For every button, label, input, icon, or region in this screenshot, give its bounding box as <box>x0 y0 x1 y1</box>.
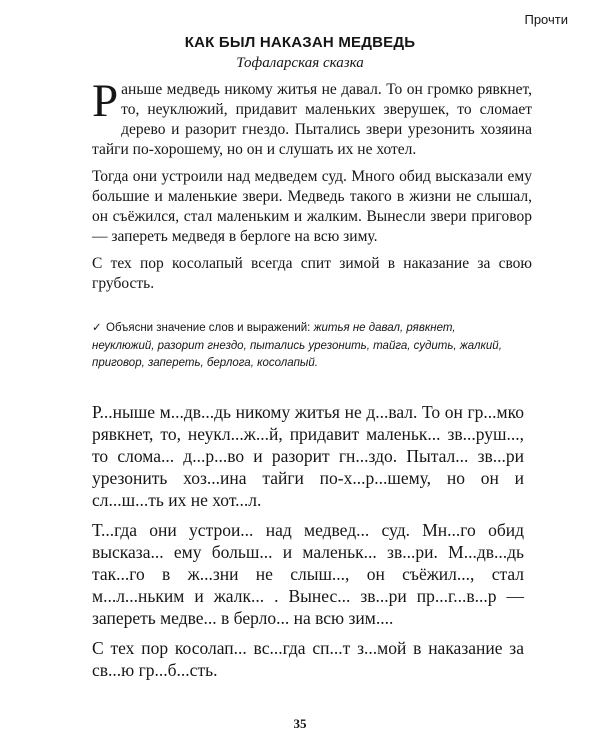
task-words: житья не давал, рявкнет, неуклюжий, разорит гнездо, пытались урезонить, тайга, судить, жалкий, приговор, запереть, берлога, косолапый. <box>92 322 502 369</box>
story-paragraph-1: Раньше медведь никому житья не давал. То он громко рявкнет, то, неуклюжий, придавит маленьких зверушек, то сломает дерево и разорит гнездо. Пытались звери урезонить хозяина тайги по-хорошему, но он и слушать их не хотел. <box>92 75 532 158</box>
exercise-text <box>92 401 524 689</box>
exercise-paragraph-1: Р...ныше м...дв...дь никому житья не д...вал. То он гр...мко рявкнет, то, неукл...ж...й, придавит маленьк... зв...руш..., то слома... д...р...во и разорит гн...здо. Пытал... зв...ри урезонить хоз...ина тайги по-х...р...шему, но он и сл...ш...ть их не хот...л. <box>92 402 524 510</box>
page-number: 35 <box>293 716 307 731</box>
story-title: КАК БЫЛ НАКАЗАН МЕДВЕДЬ <box>184 34 416 51</box>
exercise-paragraph-2: Т...гда они устрои... над медвед... суд. Мн...го обид высказа... ему больш... и маленьк... зв...ри. М...дв...дь так...го в ж...зни не слыш..., он съёжил..., стал м...л...ньким и жалк... . Вынес... зв...ри пр...г...в...р — запереть медве... в берло... на всю зим.... <box>92 520 524 628</box>
exercise-paragraph-3: С тех пор косолап... вс...гда сп...т з...мой в наказание за св...ю гр...б...сть. <box>92 638 524 680</box>
task-instruction: Объясни значение слов и выражений: <box>106 322 311 334</box>
story-paragraph-2: Тогда они устроили над медведем суд. Много обид высказали ему большие и маленькие звери. Медведь такого в жизни не слышал, он съёжился, стал маленьким и жалким. Вынесли звери приговор — запереть медведя в берлоге на всю зиму. <box>92 168 532 245</box>
check-icon: ✓ <box>92 322 102 334</box>
task-block <box>92 320 520 373</box>
section-label: Прочти <box>524 12 568 27</box>
story-subtitle: Тофаларская сказка <box>236 55 364 71</box>
story-text <box>92 75 532 301</box>
story-paragraph-3: С тех пор косолапый всегда спит зимой в наказание за свою грубость. <box>92 255 532 292</box>
drop-cap: Р <box>92 75 119 127</box>
